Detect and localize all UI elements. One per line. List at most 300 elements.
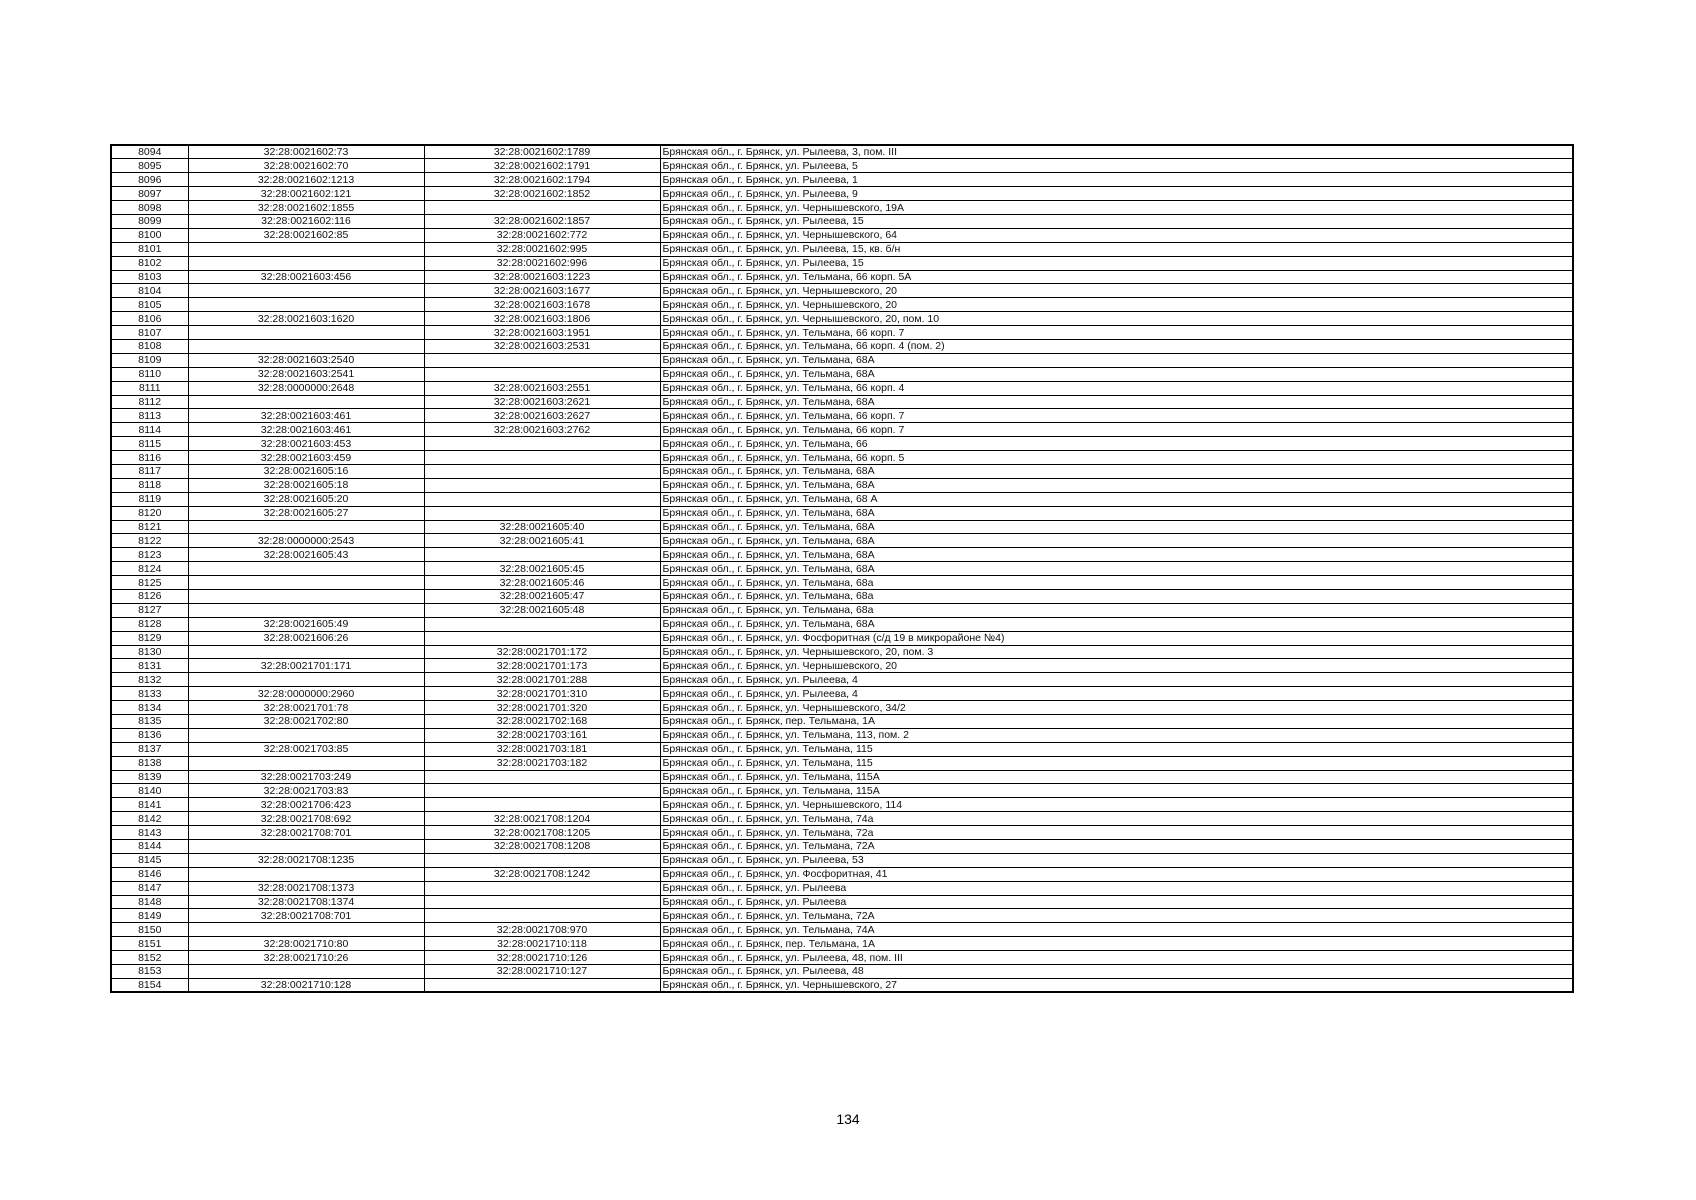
address-cell: Брянская обл., г. Брянск, ул. Тельмана, 68А: [660, 562, 1573, 576]
building-cadastral-number-cell: 32:28:0021708:1205: [424, 826, 660, 840]
row-number-cell: 8128: [111, 617, 188, 631]
building-cadastral-number-cell: 32:28:0021710:118: [424, 937, 660, 951]
row-number-cell: 8130: [111, 645, 188, 659]
cadastral-number-cell: 32:28:0021605:16: [188, 464, 424, 478]
address-cell: Брянская обл., г. Брянск, ул. Рылеева, 4: [660, 687, 1573, 701]
row-number-cell: 8127: [111, 603, 188, 617]
table-row: [111, 242, 1573, 256]
cadastral-number-cell: [188, 923, 424, 937]
table-row: [111, 728, 1573, 742]
row-number-cell: 8101: [111, 242, 188, 256]
address-cell: Брянская обл., г. Брянск, ул. Тельмана, 68А: [660, 395, 1573, 409]
address-cell: Брянская обл., г. Брянск, ул. Тельмана, 68А: [660, 478, 1573, 492]
cadastral-number-cell: 32:28:0021703:249: [188, 770, 424, 784]
cadastral-number-cell: 32:28:0021702:80: [188, 715, 424, 729]
cadastral-number-cell: 32:28:0021605:20: [188, 492, 424, 506]
registry-table: [110, 144, 1574, 993]
row-number-cell: 8136: [111, 728, 188, 742]
address-cell: Брянская обл., г. Брянск, ул. Тельмана, 115А: [660, 784, 1573, 798]
building-cadastral-number-cell: 32:28:0021602:1789: [424, 145, 660, 159]
cadastral-number-cell: 32:28:0021708:1235: [188, 853, 424, 867]
row-number-cell: 8104: [111, 284, 188, 298]
cadastral-number-cell: 32:28:0021602:1855: [188, 201, 424, 215]
cadastral-number-cell: 32:28:0000000:2960: [188, 687, 424, 701]
row-number-cell: 8111: [111, 381, 188, 395]
row-number-cell: 8108: [111, 339, 188, 353]
cadastral-number-cell: 32:28:0021701:78: [188, 701, 424, 715]
table-row: [111, 506, 1573, 520]
row-number-cell: 8125: [111, 576, 188, 590]
building-cadastral-number-cell: 32:28:0021605:41: [424, 534, 660, 548]
building-cadastral-number-cell: [424, 548, 660, 562]
cadastral-number-cell: [188, 645, 424, 659]
cadastral-number-cell: [188, 520, 424, 534]
building-cadastral-number-cell: 32:28:0021702:168: [424, 715, 660, 729]
row-number-cell: 8145: [111, 853, 188, 867]
building-cadastral-number-cell: 32:28:0021701:172: [424, 645, 660, 659]
table-row: [111, 298, 1573, 312]
building-cadastral-number-cell: 32:28:0021708:1208: [424, 840, 660, 854]
address-cell: Брянская обл., г. Брянск, ул. Тельмана, 68А: [660, 464, 1573, 478]
row-number-cell: 8099: [111, 214, 188, 228]
cadastral-number-cell: 32:28:0021603:453: [188, 437, 424, 451]
building-cadastral-number-cell: [424, 617, 660, 631]
building-cadastral-number-cell: 32:28:0021708:1204: [424, 812, 660, 826]
row-number-cell: 8126: [111, 590, 188, 604]
address-cell: Брянская обл., г. Брянск, ул. Фосфоритная (с/д 19 в микрорайоне №4): [660, 631, 1573, 645]
table-row: [111, 367, 1573, 381]
address-cell: Брянская обл., г. Брянск, ул. Чернышевского, 20: [660, 284, 1573, 298]
address-cell: Брянская обл., г. Брянск, ул. Чернышевского, 19А: [660, 201, 1573, 215]
building-cadastral-number-cell: 32:28:0021701:173: [424, 659, 660, 673]
cadastral-number-cell: 32:28:0021703:83: [188, 784, 424, 798]
building-cadastral-number-cell: 32:28:0021603:2551: [424, 381, 660, 395]
cadastral-number-cell: 32:28:0021710:80: [188, 937, 424, 951]
address-cell: Брянская обл., г. Брянск, ул. Рылеева, 15: [660, 256, 1573, 270]
building-cadastral-number-cell: 32:28:0021602:1791: [424, 159, 660, 173]
building-cadastral-number-cell: [424, 201, 660, 215]
cadastral-number-cell: 32:28:0021603:461: [188, 409, 424, 423]
building-cadastral-number-cell: [424, 478, 660, 492]
building-cadastral-number-cell: 32:28:0021602:995: [424, 242, 660, 256]
row-number-cell: 8133: [111, 687, 188, 701]
table-row: [111, 492, 1573, 506]
table-row: [111, 659, 1573, 673]
cadastral-number-cell: [188, 242, 424, 256]
row-number-cell: 8134: [111, 701, 188, 715]
cadastral-number-cell: 32:28:0021708:701: [188, 826, 424, 840]
table-row: [111, 173, 1573, 187]
table-row: [111, 673, 1573, 687]
building-cadastral-number-cell: 32:28:0021603:1223: [424, 270, 660, 284]
building-cadastral-number-cell: 32:28:0021602:996: [424, 256, 660, 270]
address-cell: Брянская обл., г. Брянск, ул. Тельмана, 66 корп. 5: [660, 451, 1573, 465]
building-cadastral-number-cell: 32:28:0021603:1806: [424, 312, 660, 326]
building-cadastral-number-cell: [424, 909, 660, 923]
building-cadastral-number-cell: [424, 853, 660, 867]
address-cell: Брянская обл., г. Брянск, ул. Тельмана, 74А: [660, 923, 1573, 937]
table-row: [111, 798, 1573, 812]
building-cadastral-number-cell: 32:28:0021603:2621: [424, 395, 660, 409]
table-row: [111, 562, 1573, 576]
cadastral-number-cell: 32:28:0021603:2540: [188, 353, 424, 367]
address-cell: Брянская обл., г. Брянск, ул. Чернышевского, 27: [660, 978, 1573, 992]
address-cell: Брянская обл., г. Брянск, ул. Рылеева, 3, пом. III: [660, 145, 1573, 159]
row-number-cell: 8107: [111, 326, 188, 340]
cadastral-number-cell: [188, 562, 424, 576]
cadastral-number-cell: [188, 840, 424, 854]
table-row: [111, 909, 1573, 923]
building-cadastral-number-cell: 32:28:0021603:1678: [424, 298, 660, 312]
building-cadastral-number-cell: 32:28:0021605:45: [424, 562, 660, 576]
table-row: [111, 270, 1573, 284]
address-cell: Брянская обл., г. Брянск, ул. Тельмана, 68А: [660, 520, 1573, 534]
table-row: [111, 590, 1573, 604]
table-row: [111, 715, 1573, 729]
cadastral-number-cell: 32:28:0021703:85: [188, 742, 424, 756]
table-row: [111, 353, 1573, 367]
building-cadastral-number-cell: [424, 353, 660, 367]
address-cell: Брянская обл., г. Брянск, ул. Тельмана, 66 корп. 4 (пом. 2): [660, 339, 1573, 353]
page-number: 134: [836, 1111, 860, 1127]
address-cell: Брянская обл., г. Брянск, ул. Тельмана, 68А: [660, 534, 1573, 548]
cadastral-number-cell: [188, 673, 424, 687]
table-row: [111, 965, 1573, 979]
building-cadastral-number-cell: 32:28:0021603:1951: [424, 326, 660, 340]
address-cell: Брянская обл., г. Брянск, ул. Чернышевского, 20, пом. 3: [660, 645, 1573, 659]
address-cell: Брянская обл., г. Брянск, ул. Рылеева, 5: [660, 159, 1573, 173]
row-number-cell: 8154: [111, 978, 188, 992]
cadastral-number-cell: 32:28:0021701:171: [188, 659, 424, 673]
row-number-cell: 8147: [111, 881, 188, 895]
address-cell: Брянская обл., г. Брянск, ул. Тельмана, 115А: [660, 770, 1573, 784]
row-number-cell: 8094: [111, 145, 188, 159]
address-cell: Брянская обл., г. Брянск, ул. Тельмана, 68а: [660, 576, 1573, 590]
cadastral-number-cell: [188, 867, 424, 881]
building-cadastral-number-cell: 32:28:0021605:47: [424, 590, 660, 604]
cadastral-number-cell: 32:28:0021602:70: [188, 159, 424, 173]
address-cell: Брянская обл., г. Брянск, ул. Тельмана, 66: [660, 437, 1573, 451]
table-row: [111, 159, 1573, 173]
address-cell: Брянская обл., г. Брянск, ул. Тельмана, 115: [660, 742, 1573, 756]
row-number-cell: 8115: [111, 437, 188, 451]
address-cell: Брянская обл., г. Брянск, ул. Чернышевского, 34/2: [660, 701, 1573, 715]
cadastral-number-cell: 32:28:0021708:701: [188, 909, 424, 923]
building-cadastral-number-cell: 32:28:0021602:1794: [424, 173, 660, 187]
building-cadastral-number-cell: [424, 451, 660, 465]
cadastral-number-cell: 32:28:0021706:423: [188, 798, 424, 812]
table-row: [111, 742, 1573, 756]
cadastral-number-cell: 32:28:0000000:2648: [188, 381, 424, 395]
cadastral-number-cell: 32:28:0021710:128: [188, 978, 424, 992]
address-cell: Брянская обл., г. Брянск, ул. Тельмана, 66 корп. 7: [660, 423, 1573, 437]
address-cell: Брянская обл., г. Брянск, ул. Тельмана, 68 А: [660, 492, 1573, 506]
building-cadastral-number-cell: 32:28:0021603:2762: [424, 423, 660, 437]
row-number-cell: 8109: [111, 353, 188, 367]
address-cell: Брянская обл., г. Брянск, ул. Чернышевского, 64: [660, 228, 1573, 242]
building-cadastral-number-cell: 32:28:0021703:181: [424, 742, 660, 756]
address-cell: Брянская обл., г. Брянск, ул. Рылеева: [660, 895, 1573, 909]
building-cadastral-number-cell: [424, 464, 660, 478]
cadastral-number-cell: 32:28:0021605:49: [188, 617, 424, 631]
address-cell: Брянская обл., г. Брянск, ул. Тельмана, 66 корп. 7: [660, 409, 1573, 423]
cadastral-number-cell: 32:28:0021708:692: [188, 812, 424, 826]
row-number-cell: 8100: [111, 228, 188, 242]
cadastral-number-cell: 32:28:0021602:1213: [188, 173, 424, 187]
table-row: [111, 423, 1573, 437]
address-cell: Брянская обл., г. Брянск, ул. Чернышевского, 20, пом. 10: [660, 312, 1573, 326]
table-row: [111, 409, 1573, 423]
row-number-cell: 8150: [111, 923, 188, 937]
table-row: [111, 978, 1573, 992]
row-number-cell: 8152: [111, 951, 188, 965]
cadastral-number-cell: [188, 395, 424, 409]
building-cadastral-number-cell: [424, 770, 660, 784]
registry-table-body: [111, 145, 1573, 992]
cadastral-number-cell: 32:28:0021603:456: [188, 270, 424, 284]
table-row: [111, 312, 1573, 326]
row-number-cell: 8132: [111, 673, 188, 687]
table-row: [111, 881, 1573, 895]
address-cell: Брянская обл., г. Брянск, ул. Тельмана, 68А: [660, 353, 1573, 367]
building-cadastral-number-cell: [424, 784, 660, 798]
cadastral-number-cell: 32:28:0000000:2543: [188, 534, 424, 548]
table-row: [111, 256, 1573, 270]
table-row: [111, 840, 1573, 854]
table-row: [111, 603, 1573, 617]
cadastral-number-cell: [188, 339, 424, 353]
row-number-cell: 8097: [111, 187, 188, 201]
address-cell: Брянская обл., г. Брянск, ул. Рылеева: [660, 881, 1573, 895]
table-row: [111, 895, 1573, 909]
table-row: [111, 548, 1573, 562]
table-row: [111, 201, 1573, 215]
cadastral-number-cell: [188, 256, 424, 270]
cadastral-number-cell: 32:28:0021710:26: [188, 951, 424, 965]
cadastral-number-cell: [188, 728, 424, 742]
row-number-cell: 8142: [111, 812, 188, 826]
building-cadastral-number-cell: 32:28:0021708:1242: [424, 867, 660, 881]
table-row: [111, 187, 1573, 201]
building-cadastral-number-cell: [424, 881, 660, 895]
table-row: [111, 853, 1573, 867]
address-cell: Брянская обл., г. Брянск, ул. Фосфоритная, 41: [660, 867, 1573, 881]
cadastral-number-cell: 32:28:0021605:18: [188, 478, 424, 492]
table-row: [111, 576, 1573, 590]
row-number-cell: 8112: [111, 395, 188, 409]
row-number-cell: 8148: [111, 895, 188, 909]
row-number-cell: 8105: [111, 298, 188, 312]
address-cell: Брянская обл., г. Брянск, пер. Тельмана, 1А: [660, 937, 1573, 951]
table-row: [111, 451, 1573, 465]
address-cell: Брянская обл., г. Брянск, ул. Тельмана, 66 корп. 7: [660, 326, 1573, 340]
row-number-cell: 8139: [111, 770, 188, 784]
table-row: [111, 756, 1573, 770]
row-number-cell: 8144: [111, 840, 188, 854]
row-number-cell: 8118: [111, 478, 188, 492]
row-number-cell: 8103: [111, 270, 188, 284]
building-cadastral-number-cell: [424, 978, 660, 992]
building-cadastral-number-cell: 32:28:0021710:127: [424, 965, 660, 979]
building-cadastral-number-cell: 32:28:0021701:310: [424, 687, 660, 701]
cadastral-number-cell: [188, 576, 424, 590]
building-cadastral-number-cell: [424, 367, 660, 381]
cadastral-number-cell: [188, 603, 424, 617]
building-cadastral-number-cell: 32:28:0021703:182: [424, 756, 660, 770]
table-row: [111, 214, 1573, 228]
building-cadastral-number-cell: 32:28:0021603:2531: [424, 339, 660, 353]
building-cadastral-number-cell: [424, 631, 660, 645]
building-cadastral-number-cell: 32:28:0021603:2627: [424, 409, 660, 423]
cadastral-number-cell: 32:28:0021708:1374: [188, 895, 424, 909]
table-row: [111, 326, 1573, 340]
table-row: [111, 478, 1573, 492]
table-row: [111, 145, 1573, 159]
address-cell: Брянская обл., г. Брянск, ул. Чернышевского, 20: [660, 298, 1573, 312]
building-cadastral-number-cell: 32:28:0021602:772: [424, 228, 660, 242]
building-cadastral-number-cell: [424, 506, 660, 520]
address-cell: Брянская обл., г. Брянск, ул. Тельмана, 72а: [660, 826, 1573, 840]
building-cadastral-number-cell: 32:28:0021701:320: [424, 701, 660, 715]
table-row: [111, 534, 1573, 548]
address-cell: Брянская обл., г. Брянск, ул. Тельмана, 72А: [660, 909, 1573, 923]
building-cadastral-number-cell: 32:28:0021605:48: [424, 603, 660, 617]
address-cell: Брянская обл., г. Брянск, пер. Тельмана, 1А: [660, 715, 1573, 729]
building-cadastral-number-cell: [424, 895, 660, 909]
table-row: [111, 812, 1573, 826]
building-cadastral-number-cell: 32:28:0021602:1857: [424, 214, 660, 228]
row-number-cell: 8143: [111, 826, 188, 840]
cadastral-number-cell: 32:28:0021603:1620: [188, 312, 424, 326]
row-number-cell: 8141: [111, 798, 188, 812]
cadastral-number-cell: 32:28:0021602:85: [188, 228, 424, 242]
table-row: [111, 520, 1573, 534]
row-number-cell: 8124: [111, 562, 188, 576]
row-number-cell: 8116: [111, 451, 188, 465]
address-cell: Брянская обл., г. Брянск, ул. Тельмана, 68А: [660, 367, 1573, 381]
address-cell: Брянская обл., г. Брянск, ул. Чернышевского, 20: [660, 659, 1573, 673]
cadastral-number-cell: 32:28:0021605:27: [188, 506, 424, 520]
table-row: [111, 645, 1573, 659]
address-cell: Брянская обл., г. Брянск, ул. Чернышевского, 114: [660, 798, 1573, 812]
row-number-cell: 8113: [111, 409, 188, 423]
table-row: [111, 923, 1573, 937]
cadastral-number-cell: 32:28:0021602:116: [188, 214, 424, 228]
address-cell: Брянская обл., г. Брянск, ул. Тельмана, 68А: [660, 617, 1573, 631]
address-cell: Брянская обл., г. Брянск, ул. Тельмана, 68а: [660, 590, 1573, 604]
address-cell: Брянская обл., г. Брянск, ул. Тельмана, 66 корп. 5А: [660, 270, 1573, 284]
table-row: [111, 951, 1573, 965]
table-row: [111, 228, 1573, 242]
building-cadastral-number-cell: 32:28:0021703:161: [424, 728, 660, 742]
building-cadastral-number-cell: [424, 798, 660, 812]
row-number-cell: 8102: [111, 256, 188, 270]
table-row: [111, 381, 1573, 395]
row-number-cell: 8138: [111, 756, 188, 770]
table-row: [111, 937, 1573, 951]
row-number-cell: 8110: [111, 367, 188, 381]
row-number-cell: 8120: [111, 506, 188, 520]
row-number-cell: 8119: [111, 492, 188, 506]
address-cell: Брянская обл., г. Брянск, ул. Тельмана, 68А: [660, 506, 1573, 520]
address-cell: Брянская обл., г. Брянск, ул. Рылеева, 15: [660, 214, 1573, 228]
address-cell: Брянская обл., г. Брянск, ул. Рылеева, 4: [660, 673, 1573, 687]
cadastral-number-cell: [188, 590, 424, 604]
row-number-cell: 8098: [111, 201, 188, 215]
building-cadastral-number-cell: [424, 492, 660, 506]
row-number-cell: 8146: [111, 867, 188, 881]
row-number-cell: 8149: [111, 909, 188, 923]
row-number-cell: 8121: [111, 520, 188, 534]
building-cadastral-number-cell: [424, 437, 660, 451]
cadastral-number-cell: 32:28:0021605:43: [188, 548, 424, 562]
table-row: [111, 784, 1573, 798]
address-cell: Брянская обл., г. Брянск, ул. Рылеева, 1: [660, 173, 1573, 187]
cadastral-number-cell: 32:28:0021603:2541: [188, 367, 424, 381]
building-cadastral-number-cell: 32:28:0021603:1677: [424, 284, 660, 298]
address-cell: Брянская обл., г. Брянск, ул. Рылеева, 48, пом. III: [660, 951, 1573, 965]
row-number-cell: 8117: [111, 464, 188, 478]
table-row: [111, 437, 1573, 451]
address-cell: Брянская обл., г. Брянск, ул. Тельмана, 74а: [660, 812, 1573, 826]
address-cell: Брянская обл., г. Брянск, ул. Тельмана, 68а: [660, 603, 1573, 617]
row-number-cell: 8123: [111, 548, 188, 562]
address-cell: Брянская обл., г. Брянск, ул. Рылеева, 9: [660, 187, 1573, 201]
address-cell: Брянская обл., г. Брянск, ул. Тельмана, 72А: [660, 840, 1573, 854]
cadastral-number-cell: 32:28:0021603:461: [188, 423, 424, 437]
table-row: [111, 617, 1573, 631]
address-cell: Брянская обл., г. Брянск, ул. Тельмана, 66 корп. 4: [660, 381, 1573, 395]
cadastral-number-cell: 32:28:0021602:121: [188, 187, 424, 201]
row-number-cell: 8137: [111, 742, 188, 756]
cadastral-number-cell: 32:28:0021603:459: [188, 451, 424, 465]
table-row: [111, 687, 1573, 701]
address-cell: Брянская обл., г. Брянск, ул. Рылеева, 53: [660, 853, 1573, 867]
row-number-cell: 8135: [111, 715, 188, 729]
row-number-cell: 8153: [111, 965, 188, 979]
row-number-cell: 8122: [111, 534, 188, 548]
building-cadastral-number-cell: 32:28:0021710:126: [424, 951, 660, 965]
row-number-cell: 8131: [111, 659, 188, 673]
cadastral-number-cell: 32:28:0021606:26: [188, 631, 424, 645]
row-number-cell: 8095: [111, 159, 188, 173]
table-row: [111, 284, 1573, 298]
address-cell: Брянская обл., г. Брянск, ул. Рылеева, 15, кв. б/н: [660, 242, 1573, 256]
table-row: [111, 701, 1573, 715]
cadastral-number-cell: [188, 298, 424, 312]
table-row: [111, 339, 1573, 353]
row-number-cell: 8096: [111, 173, 188, 187]
cadastral-number-cell: 32:28:0021602:73: [188, 145, 424, 159]
row-number-cell: 8151: [111, 937, 188, 951]
row-number-cell: 8106: [111, 312, 188, 326]
building-cadastral-number-cell: 32:28:0021605:46: [424, 576, 660, 590]
address-cell: Брянская обл., г. Брянск, ул. Тельмана, 113, пом. 2: [660, 728, 1573, 742]
table-row: [111, 464, 1573, 478]
cadastral-number-cell: 32:28:0021708:1373: [188, 881, 424, 895]
address-cell: Брянская обл., г. Брянск, ул. Рылеева, 48: [660, 965, 1573, 979]
table-row: [111, 867, 1573, 881]
cadastral-number-cell: [188, 326, 424, 340]
row-number-cell: 8140: [111, 784, 188, 798]
row-number-cell: 8114: [111, 423, 188, 437]
building-cadastral-number-cell: 32:28:0021605:40: [424, 520, 660, 534]
cadastral-number-cell: [188, 756, 424, 770]
building-cadastral-number-cell: 32:28:0021602:1852: [424, 187, 660, 201]
building-cadastral-number-cell: 32:28:0021708:970: [424, 923, 660, 937]
building-cadastral-number-cell: 32:28:0021701:288: [424, 673, 660, 687]
cadastral-number-cell: [188, 965, 424, 979]
